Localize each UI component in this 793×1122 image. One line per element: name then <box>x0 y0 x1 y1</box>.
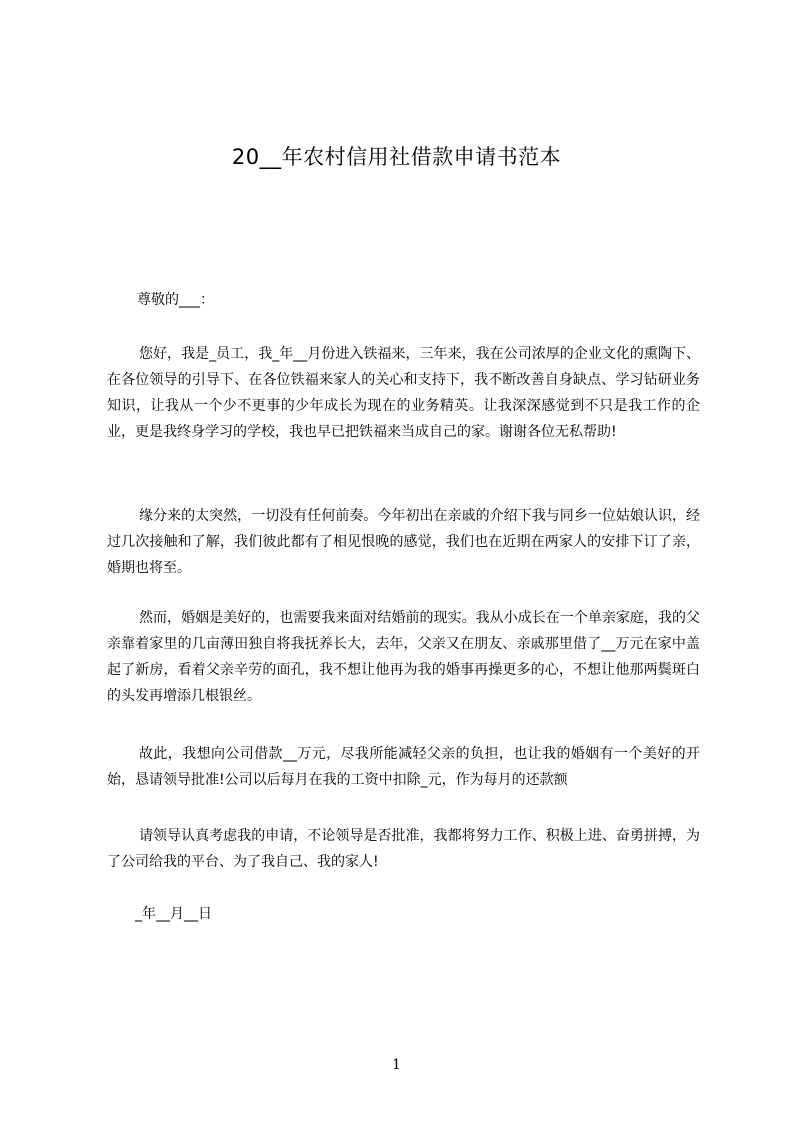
paragraph-engagement: 缘分来的太突然，一切没有任何前奏。今年初出在亲戚的介绍下我与同乡一位姑娘认识，经过几次接触和了解，我们彼此都有了相见恨晚的感觉，我们也在近期在两家人的安排下订了亲，婚期也将至。 <box>107 508 700 576</box>
document-title: 20__年农村信用社借款申请书范本 <box>231 145 562 169</box>
date-line: _年__月__日 <box>135 906 212 922</box>
paragraph-loan-request: 故此，我想向公司借款__万元，尽我所能减轻父亲的负担，也让我的婚姻有一个美好的开始，恳请领导批准!公司以后每月在我的工资中扣除_元，作为每月的还款额 <box>107 746 700 788</box>
salutation: 尊敬的___： <box>137 292 214 308</box>
paragraph-family-situation: 然而，婚姻是美好的，也需要我来面对结婚前的现实。我从小成长在一个单亲家庭，我的父亲靠着家里的几亩薄田独自将我抚养长大，去年，父亲又在朋友、亲戚那里借了__万元在家中盖起了新房，看着父亲辛劳的面孔，我不想让他再为我的婚事再操更多的心，不想让他那两鬓斑白的头发再增添几根银丝。 <box>107 610 700 704</box>
paragraph-closing: 请领导认真考虑我的申请，不论领导是否批准，我都将努力工作、积极上进、奋勇拼搏，为了公司给我的平台、为了我自己、我的家人! <box>107 828 700 870</box>
page-number: 1 <box>392 1057 401 1073</box>
paragraph-introduction: 您好，我是_员工，我_年__月份进入铁福来，三年来，我在公司浓厚的企业文化的熏陶下、在各位领导的引导下、在各位铁福来家人的关心和支持下，我不断改善自身缺点、学习钻研业务知识，让我从一个少不更事的少年成长为现在的业务精英。让我深深感觉到不只是我工作的企业，更是我终身学习的学校，我也早已把铁福来当成自己的家。谢谢各位无私帮助! <box>107 346 700 440</box>
